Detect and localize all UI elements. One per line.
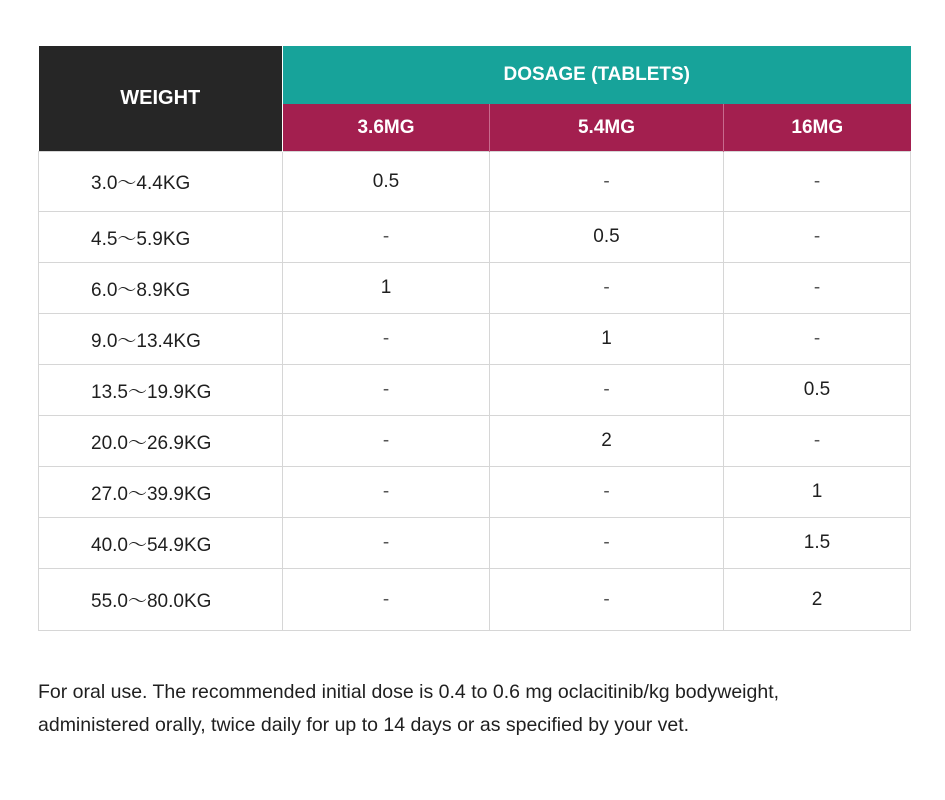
- dose-cell-5-4mg: 0.5: [490, 212, 724, 263]
- table-row: [39, 263, 911, 314]
- dose-cell-5-4mg: -: [490, 263, 724, 314]
- dosage-note: [38, 676, 918, 742]
- dose-cell-16mg: -: [724, 212, 911, 263]
- dose-cell-3-6mg: -: [283, 314, 490, 365]
- header-row-top: [39, 46, 911, 104]
- dose-cell-16mg: -: [724, 152, 911, 212]
- dose-cell-3-6mg: -: [283, 467, 490, 518]
- dose-cell-3-6mg: -: [283, 569, 490, 631]
- dose-cell-16mg: 1.5: [724, 518, 911, 569]
- table-row: [39, 416, 911, 467]
- strength-header-16mg: 16MG: [724, 104, 911, 152]
- dose-cell-3-6mg: -: [283, 518, 490, 569]
- table-row: [39, 518, 911, 569]
- dosage-note-line-1: For oral use. The recommended initial dose is 0.4 to 0.6 mg oclacitinib/kg bodyweight,: [38, 681, 780, 703]
- dose-cell-16mg: -: [724, 263, 911, 314]
- weight-cell: 40.0〜54.9KG: [39, 518, 283, 569]
- dose-cell-5-4mg: 2: [490, 416, 724, 467]
- table-row: [39, 467, 911, 518]
- dose-cell-16mg: 2: [724, 569, 911, 631]
- dose-cell-3-6mg: -: [283, 212, 490, 263]
- weight-cell: 27.0〜39.9KG: [39, 467, 283, 518]
- dose-cell-3-6mg: 0.5: [283, 152, 490, 212]
- dose-cell-16mg: -: [724, 416, 911, 467]
- dose-cell-5-4mg: -: [490, 518, 724, 569]
- strength-header-3-6mg: 3.6MG: [283, 104, 490, 152]
- strength-header-5-4mg: 5.4MG: [490, 104, 724, 152]
- weight-cell: 20.0〜26.9KG: [39, 416, 283, 467]
- dose-cell-3-6mg: -: [283, 416, 490, 467]
- dose-cell-3-6mg: 1: [283, 263, 490, 314]
- weight-header: WEIGHT: [39, 46, 283, 152]
- dosage-note-line-2: administered orally, twice daily for up to 14 days or as specified by your vet.: [38, 714, 690, 736]
- table-row: [39, 569, 911, 631]
- dose-cell-5-4mg: -: [490, 365, 724, 416]
- dose-cell-5-4mg: -: [490, 467, 724, 518]
- dose-cell-5-4mg: 1: [490, 314, 724, 365]
- weight-cell: 6.0〜8.9KG: [39, 263, 283, 314]
- weight-cell: 4.5〜5.9KG: [39, 212, 283, 263]
- weight-cell: 9.0〜13.4KG: [39, 314, 283, 365]
- table-row: [39, 365, 911, 416]
- dosage-header: DOSAGE (TABLETS): [283, 46, 911, 104]
- weight-cell: 55.0〜80.0KG: [39, 569, 283, 631]
- dosage-table: [38, 46, 911, 631]
- dose-cell-5-4mg: -: [490, 569, 724, 631]
- table-row: [39, 212, 911, 263]
- dose-cell-16mg: 1: [724, 467, 911, 518]
- dose-cell-16mg: -: [724, 314, 911, 365]
- table-row: [39, 314, 911, 365]
- dose-cell-3-6mg: -: [283, 365, 490, 416]
- dose-cell-5-4mg: -: [490, 152, 724, 212]
- weight-cell: 3.0〜4.4KG: [39, 152, 283, 212]
- dose-cell-16mg: 0.5: [724, 365, 911, 416]
- table-row: [39, 152, 911, 212]
- weight-cell: 13.5〜19.9KG: [39, 365, 283, 416]
